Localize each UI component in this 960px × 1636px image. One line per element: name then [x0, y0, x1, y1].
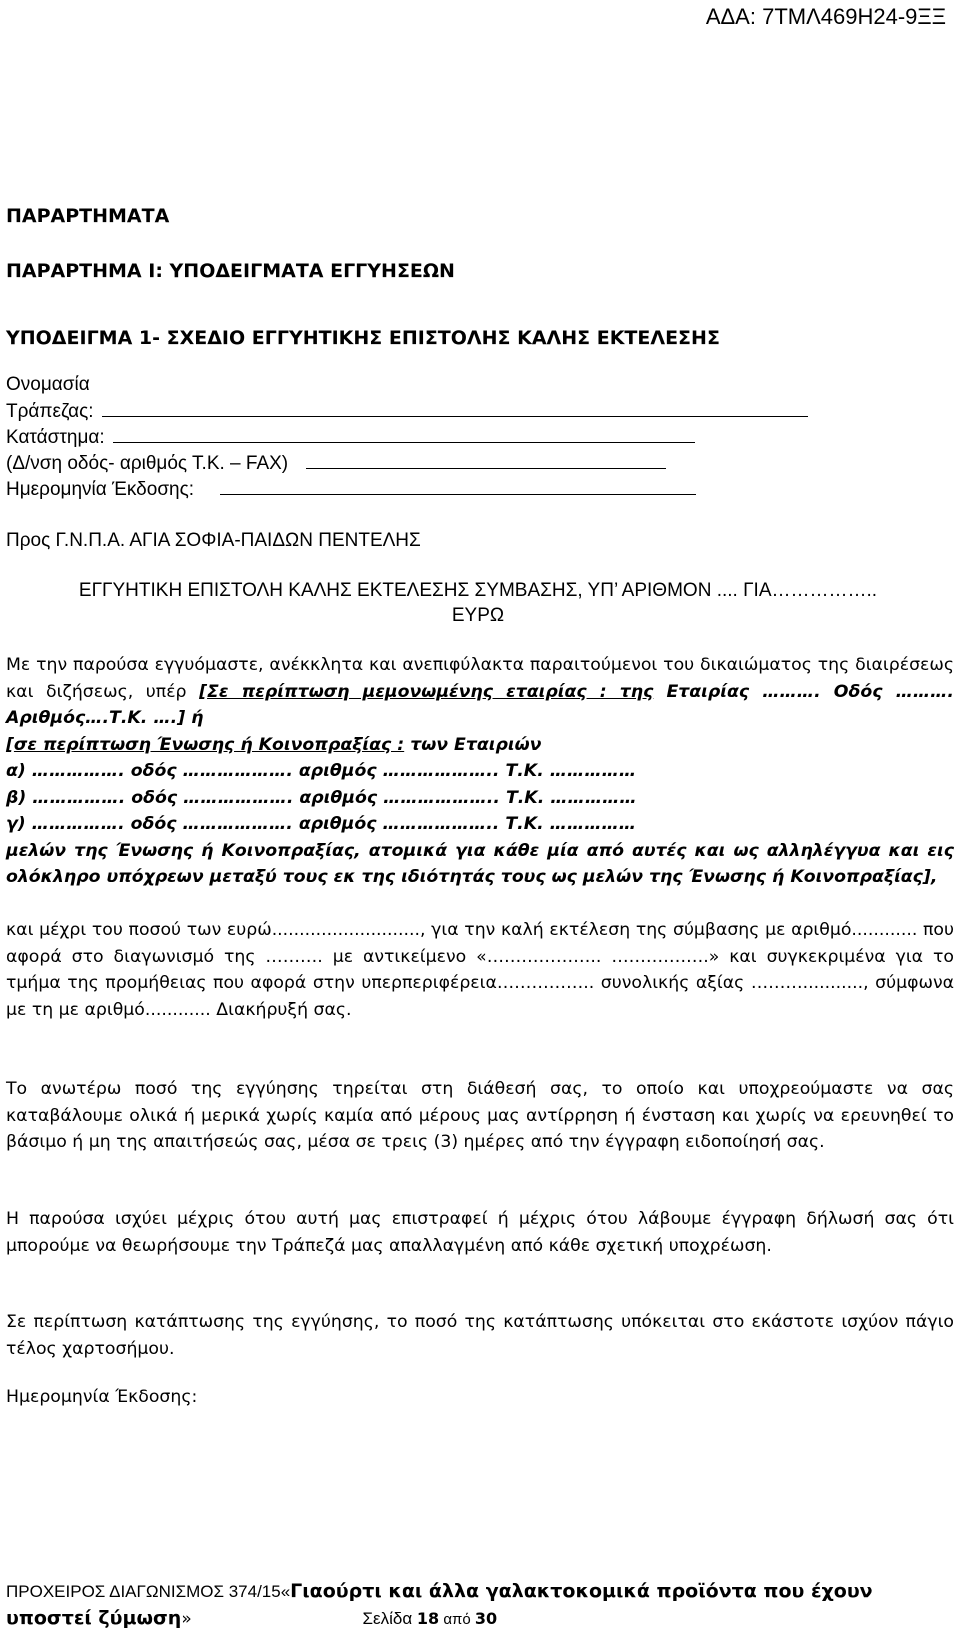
members-clause: μελών της Ένωσης ή Κοινοπραξίας, ατομικά για κάθε μία από αυτές και ως αλληλέγγυα και εις ολόκληρο υπόχρεων μεταξύ τους εκ της ιδιότητάς τους ως μελών της Ένωσης ή Κοινοπραξίας],: [6, 840, 954, 887]
field-bank-label: Τράπεζας:: [6, 401, 94, 422]
subject-line-1: ΕΓΓΥΗΤΙΚΗ ΕΠΙΣΤΟΛΗ ΚΑΛΗΣ ΕΚΤΕΛΕΣΗΣ ΣΥΜΒΑΣΗΣ, ΥΠ’ ΑΡΙΘΜΟΝ .... ΓΙΑ……………..: [78, 580, 878, 601]
bracket-open: [: [199, 681, 208, 702]
field-bank-blank: [102, 400, 808, 417]
field-issue-date: [6, 478, 696, 501]
single-company-clause: Σε περίπτωση μεμονωμένης εταιρίας : της: [207, 681, 654, 702]
subject-line-2: ΕΥΡΩ: [451, 605, 505, 626]
validity-paragraph: Η παρούσα ισχύει μέχρις ότου αυτή μας επιστραφεί ή μέχρις ότου λάβουμε έγγραφη δήλωσή σας ότι μπορούμε να θεωρήσουμε την Τράπεζά μας απαλλαγμένη από κάθε σχετική υποχρέωση.: [6, 1209, 954, 1256]
footer-tender-ref: ΠΡΟΧΕΙΡΟΣ ΔΙΑΓΩΝΙΣΜΟΣ 374/15«: [6, 1582, 291, 1601]
field-name-label: Ονομασία: [6, 374, 90, 395]
field-name: [6, 374, 90, 396]
footer-quote-close: »: [181, 1609, 192, 1629]
field-bank: [6, 400, 808, 423]
single-company-details: Εταιρίας ………. Οδός ………. Αριθμός….Τ.Κ. ….] ή: [6, 681, 954, 728]
guarantee-paragraph: [6, 652, 954, 891]
union-clause: σε περίπτωση Ένωσης ή Κοινοπραξίας :: [13, 734, 405, 755]
field-issue-date-blank: [220, 478, 696, 495]
field-address-blank: [306, 452, 666, 469]
member-row-a: α) ……………. οδός ………………. αριθμός ……………….. Τ.Κ. ……………: [6, 761, 637, 781]
footer-page-total: 30: [474, 1609, 498, 1628]
field-branch-blank: [113, 426, 695, 443]
heading-template-1: ΥΠΟΔΕΙΓΜΑ 1- ΣΧΕΔΙΟ ΕΓΓΥΗΤΙΚΗΣ ΕΠΙΣΤΟΛΗΣ ΚΑΛΗΣ ΕΚΤΕΛΕΣΗΣ: [6, 327, 720, 349]
union-bracket: [: [6, 734, 14, 755]
ada-code: ΑΔΑ: 7ΤΜΛ469Η24-9ΞΞ: [705, 4, 946, 29]
forfeiture-paragraph: Σε περίπτωση κατάπτωσης της εγγύησης, το ποσό της κατάπτωσης υπόκειται στο εκάστοτε ισχύον πάγιο τέλος χαρτοσήμου.: [6, 1312, 954, 1359]
member-row-c: γ) ……………. οδός ………………. αριθμός ……………….. Τ.Κ. ……………: [6, 814, 637, 834]
field-branch-label: Κατάστημα:: [6, 427, 105, 448]
field-branch: [6, 426, 695, 449]
recipient: Προς Γ.Ν.Π.Α. ΑΓΙΑ ΣΟΦΙΑ-ΠΑΙΔΩΝ ΠΕΝΤΕΛΗΣ: [6, 530, 421, 551]
footer-title-cont: υποστεί ζύμωση: [6, 1607, 182, 1629]
footer-title: Γιαούρτι και άλλα γαλακτοκομικά προϊόντα που έχουν: [290, 1580, 873, 1602]
guarantee-intro: Με την παρούσα εγγυόμαστε, ανέκκλητα και ανεπιφύλακτα παραιτούμενοι του δικαιώματος της διαιρέσεως και διζήσεως, υπέρ: [6, 655, 954, 702]
footer-page-number: 18: [416, 1609, 440, 1628]
footer-page-label: Σελίδα: [362, 1609, 417, 1628]
field-issue-date-label: Ημερομηνία Έκδοσης:: [6, 479, 195, 500]
member-row-b: β) ……………. οδός ………………. αριθμός ……………….. Τ.Κ. ……………: [6, 787, 637, 808]
footer-line-2: [6, 1607, 497, 1629]
field-address: [6, 452, 666, 475]
heading-annex-1: ΠΑΡΑΡΤΗΜΑ Ι: ΥΠΟΔΕΙΓΜΑΤΑ ΕΓΓΥΗΣΕΩΝ: [6, 260, 455, 282]
amount-paragraph: και μέχρι του ποσού των ευρώ..........................., για την καλή εκτέλεση της σύμβασης με αριθμό............ που αφορά στο διαγωνισμό της ………. με αντικείμενο «……………….. ………….….» και συγκεκριμένα για το τμήμα της προμήθειας που αφορά στην υπερπεριφέρεια…………….. συνολικής αξίας ………..........., σύμφωνα με τη με αριθμό............ Διακήρυξή σας.: [6, 920, 954, 1020]
footer-of: από: [439, 1611, 475, 1628]
field-address-label: (Δ/νση οδός- αριθμός Τ.Κ. – FAX): [6, 453, 289, 474]
union-companies: των Εταιριών: [404, 734, 542, 755]
issue-date-line: Ημερομηνία Έκδοσης:: [6, 1387, 198, 1407]
payment-paragraph: Το ανωτέρω ποσό της εγγύησης τηρείται στη διάθεσή σας, το οποίο και υποχρεούμαστε να σας καταβάλουμε ολικά ή μερικά χωρίς καμία από μέρους μας αντίρρηση ή ένσταση και χωρίς να ερευνηθεί το βάσιμο ή μη της απαιτήσεώς σας, μέσα σε τρεις (3) ημέρες από την έγγραφη ειδοποίησή σας.: [6, 1079, 954, 1152]
heading-annexes: ΠΑΡΑΡΤΗΜΑΤΑ: [6, 205, 170, 227]
footer-line-1: [6, 1580, 873, 1602]
